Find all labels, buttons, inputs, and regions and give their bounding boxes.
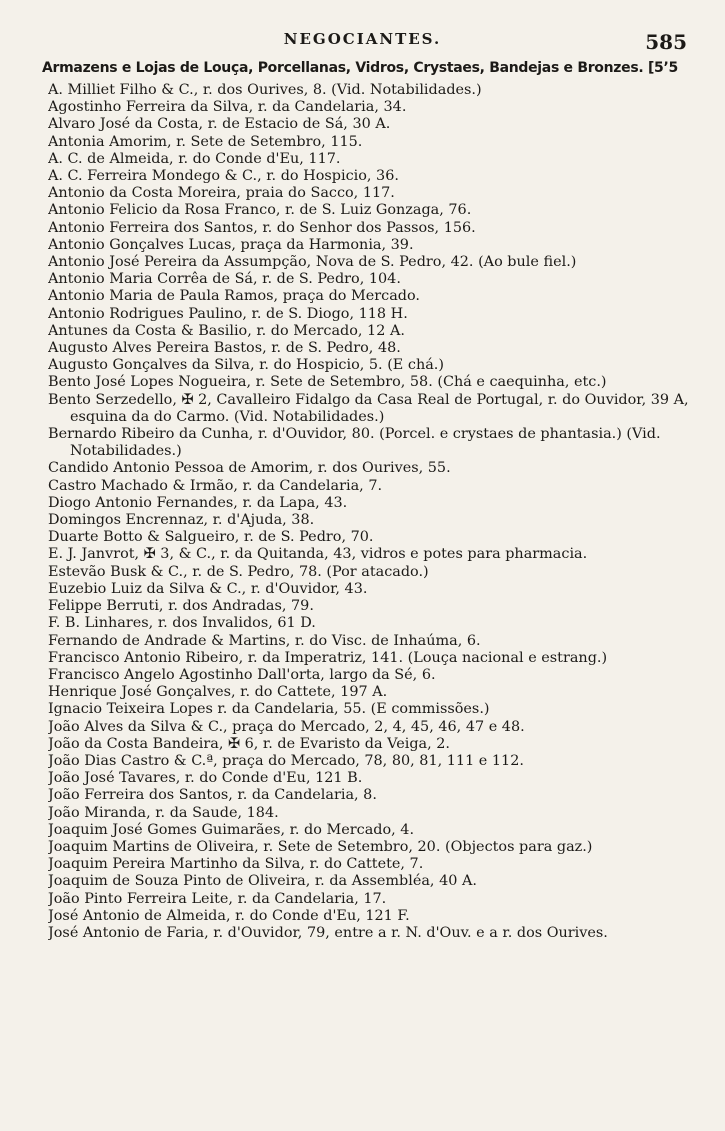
page-number: 585 bbox=[645, 30, 687, 54]
list-item: Antonio José Pereira da Assumpção, Nova de S. Pedro, 42. (Ao bule fiel.) bbox=[48, 254, 577, 271]
list-item: Duarte Botto & Salgueiro, r. de S. Pedro, 70. bbox=[48, 529, 374, 546]
list-item: Ignacio Teixeira Lopes r. da Candelaria, 55. (E commissões.) bbox=[48, 701, 490, 718]
list-item: Joaquim José Gomes Guimarães, r. do Mercado, 4. bbox=[48, 821, 415, 838]
list-item: Euzebio Luiz da Silva & C., r. d'Ouvidor, 43. bbox=[48, 580, 368, 597]
running-head: NEGOCIANTES. bbox=[283, 30, 442, 48]
list-item: João Miranda, r. da Saude, 184. bbox=[48, 804, 279, 821]
list-item: Antonio Rodrigues Paulino, r. de S. Diogo, 118 H. bbox=[48, 305, 408, 322]
list-item: Francisco Antonio Ribeiro, r. da Imperatriz, 141. (Louça nacional e estrang.) bbox=[48, 649, 608, 666]
list-item: Francisco Angelo Agostinho Dall'orta, largo da Sé, 6. bbox=[48, 666, 436, 683]
list-item: Antonio Maria Corrêa de Sá, r. de S. Pedro, 104. bbox=[48, 271, 401, 288]
list-item: João Dias Castro & C.ª, praça do Mercado, 78, 80, 81, 111 e 112. bbox=[48, 752, 524, 769]
list-item: Antunes da Costa & Basilio, r. do Mercado, 12 A. bbox=[48, 322, 405, 339]
list-item: A. Milliet Filho & C., r. dos Ourives, 8. (Vid. Notabilidades.) bbox=[48, 82, 482, 98]
list-item: Antonia Amorim, r. Sete de Setembro, 115. bbox=[48, 133, 363, 150]
list-item: A. C. de Almeida, r. do Conde d'Eu, 117. bbox=[48, 150, 341, 167]
list-item: Felippe Berruti, r. dos Andradas, 79. bbox=[48, 598, 314, 615]
list-item: Joaquim Martins de Oliveira, r. Sete de Setembro, 20. (Objectos para gaz.) bbox=[48, 838, 593, 855]
list-item: João Alves da Silva & C., praça do Mercado, 2, 4, 45, 46, 47 e 48. bbox=[48, 718, 525, 735]
list-item: Alvaro José da Costa, r. de Estacio de Sá, 30 A. bbox=[48, 116, 391, 133]
list-item: Antonio Felicio da Rosa Franco, r. de S. Luiz Gonzaga, 76. bbox=[48, 202, 472, 219]
list-item: E. J. Janvrot, ✠ 3, & C., r. da Quitanda, 43, vidros e potes para pharmacia. bbox=[48, 546, 588, 563]
list-item: Joaquim Pereira Martinho da Silva, r. do Cattete, 7. bbox=[48, 856, 424, 873]
list-item: Bernardo Ribeiro da Cunha, r. d'Ouvidor, 80. (Porcel. e crystaes de phantasia.) (Vid. Notabilidades.) bbox=[48, 426, 661, 460]
list-item: Antonio Maria de Paula Ramos, praça do Mercado. bbox=[48, 288, 420, 305]
section-title: Armazens e Lojas de Louça, Porcellanas, Vidros, Crystaes, Bandejas e Bronzes. [5’5 bbox=[42, 60, 678, 76]
list-item: Fernando de Andrade & Martins, r. do Visc. de Inhaúma, 6. bbox=[48, 632, 481, 649]
list-item: Antonio Ferreira dos Santos, r. do Senhor dos Passos, 156. bbox=[48, 219, 476, 236]
list-item: Candido Antonio Pessoa de Amorim, r. dos Ourives, 55. bbox=[48, 460, 451, 477]
list-item: José Antonio de Faria, r. d'Ouvidor, 79, entre a r. N. d'Ouv. e a r. dos Ourives. bbox=[48, 924, 608, 941]
list-item: Diogo Antonio Fernandes, r. da Lapa, 43. bbox=[48, 494, 348, 511]
list-item: Domingos Encrennaz, r. d'Ajuda, 38. bbox=[48, 512, 315, 529]
list-item: Castro Machado & Irmão, r. da Candelaria, 7. bbox=[48, 477, 383, 494]
list-item: Joaquim de Souza Pinto de Oliveira, r. da Assembléa, 40 A. bbox=[48, 873, 477, 890]
list-item: Antonio da Costa Moreira, praia do Sacco, 117. bbox=[48, 185, 395, 202]
list-item: Bento Serzedello, ✠ 2, Cavalleiro Fidalgo da Casa Real de Portugal, r. do Ouvidor, 39 A, esquina da do Carmo. (Vid. Notabilidades.) bbox=[48, 391, 689, 425]
list-item: Augusto Alves Pereira Bastos, r. de S. Pedro, 48. bbox=[48, 340, 401, 357]
list-item: Bento José Lopes Nogueira, r. Sete de Setembro, 58. (Chá e caequinha, etc.) bbox=[48, 374, 607, 391]
list-item: José Antonio de Almeida, r. do Conde d'Eu, 121 F. bbox=[48, 907, 410, 924]
list-item: Agostinho Ferreira da Silva, r. da Candelaria, 34. bbox=[48, 99, 407, 116]
list-item: João da Costa Bandeira, ✠ 6, r. de Evaristo da Veiga, 2. bbox=[48, 735, 450, 752]
list-item: Augusto Gonçalves da Silva, r. do Hospicio, 5. (E chá.) bbox=[48, 357, 444, 374]
list-item: João Pinto Ferreira Leite, r. da Candelaria, 17. bbox=[48, 890, 387, 907]
entry-list bbox=[48, 82, 708, 942]
page-header bbox=[0, 30, 725, 52]
list-item: Estevão Busk & C., r. de S. Pedro, 78. (Por atacado.) bbox=[48, 563, 429, 580]
list-item: João Ferreira dos Santos, r. da Candelaria, 8. bbox=[48, 787, 377, 804]
list-item: F. B. Linhares, r. dos Invalidos, 61 D. bbox=[48, 615, 316, 632]
list-item: Antonio Gonçalves Lucas, praça da Harmonia, 39. bbox=[48, 236, 414, 253]
list-item: João José Tavares, r. do Conde d'Eu, 121 B. bbox=[48, 770, 363, 787]
list-item: Henrique José Gonçalves, r. do Cattete, 197 A. bbox=[48, 684, 388, 701]
list-item: A. C. Ferreira Mondego & C., r. do Hospicio, 36. bbox=[48, 168, 399, 185]
